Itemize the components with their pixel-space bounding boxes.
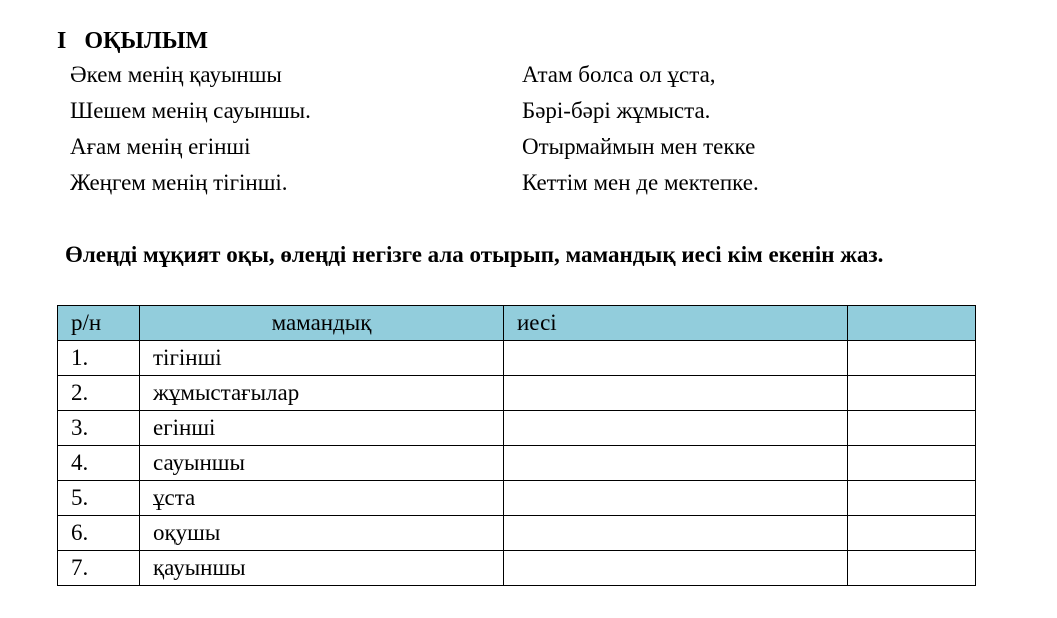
- poem-line: Отырмаймын мен текке: [522, 134, 756, 159]
- table-header-row: [58, 306, 976, 341]
- poem-left-column: [70, 60, 311, 204]
- cell-owner[interactable]: [504, 481, 848, 516]
- poem-line: Атам болса ол ұста,: [522, 62, 716, 87]
- cell-extra[interactable]: [848, 341, 976, 376]
- cell-profession: ұста: [140, 481, 504, 516]
- section-title: I ОҚЫЛЫМ: [57, 28, 209, 54]
- table-row: [58, 411, 976, 446]
- profession-table: [57, 305, 976, 586]
- poem-line: Бәрі-бәрі жұмыста.: [522, 98, 711, 123]
- poem-line: Кеттім мен де мектепке.: [522, 170, 759, 195]
- cell-owner[interactable]: [504, 376, 848, 411]
- table-row: [58, 446, 976, 481]
- cell-number: 7.: [58, 551, 140, 586]
- task-instruction: Өлеңді мұқият оқы, өлеңді негізге ала отырып, мамандық иесі кім екенін жаз.: [65, 242, 884, 267]
- cell-number: 2.: [58, 376, 140, 411]
- cell-extra[interactable]: [848, 551, 976, 586]
- cell-profession: сауыншы: [140, 446, 504, 481]
- cell-number: 3.: [58, 411, 140, 446]
- header-extra: [848, 306, 976, 341]
- poem-line: Жеңгем менің тігінші.: [70, 170, 288, 195]
- cell-owner[interactable]: [504, 411, 848, 446]
- cell-number: 4.: [58, 446, 140, 481]
- table-row: [58, 481, 976, 516]
- cell-owner[interactable]: [504, 341, 848, 376]
- header-profession: мамандық: [140, 306, 504, 341]
- poem-line: Әкем менің қауыншы: [70, 62, 282, 87]
- cell-extra[interactable]: [848, 481, 976, 516]
- cell-profession: тігінші: [140, 341, 504, 376]
- cell-number: 1.: [58, 341, 140, 376]
- cell-owner[interactable]: [504, 446, 848, 481]
- cell-profession: жұмыстағылар: [140, 376, 504, 411]
- cell-number: 6.: [58, 516, 140, 551]
- poem-line: Ағам менің егінші: [70, 134, 251, 159]
- header-owner: иесі: [504, 306, 848, 341]
- cell-extra[interactable]: [848, 446, 976, 481]
- cell-extra[interactable]: [848, 411, 976, 446]
- poem-line: Шешем менің сауыншы.: [70, 98, 311, 123]
- poem-right-column: [522, 60, 759, 204]
- cell-extra[interactable]: [848, 376, 976, 411]
- cell-profession: егінші: [140, 411, 504, 446]
- cell-number: 5.: [58, 481, 140, 516]
- header-number: р/н: [58, 306, 140, 341]
- table-row: [58, 376, 976, 411]
- table-row: [58, 341, 976, 376]
- table-row: [58, 516, 976, 551]
- cell-profession: оқушы: [140, 516, 504, 551]
- cell-extra[interactable]: [848, 516, 976, 551]
- cell-owner[interactable]: [504, 551, 848, 586]
- table-row: [58, 551, 976, 586]
- cell-profession: қауыншы: [140, 551, 504, 586]
- cell-owner[interactable]: [504, 516, 848, 551]
